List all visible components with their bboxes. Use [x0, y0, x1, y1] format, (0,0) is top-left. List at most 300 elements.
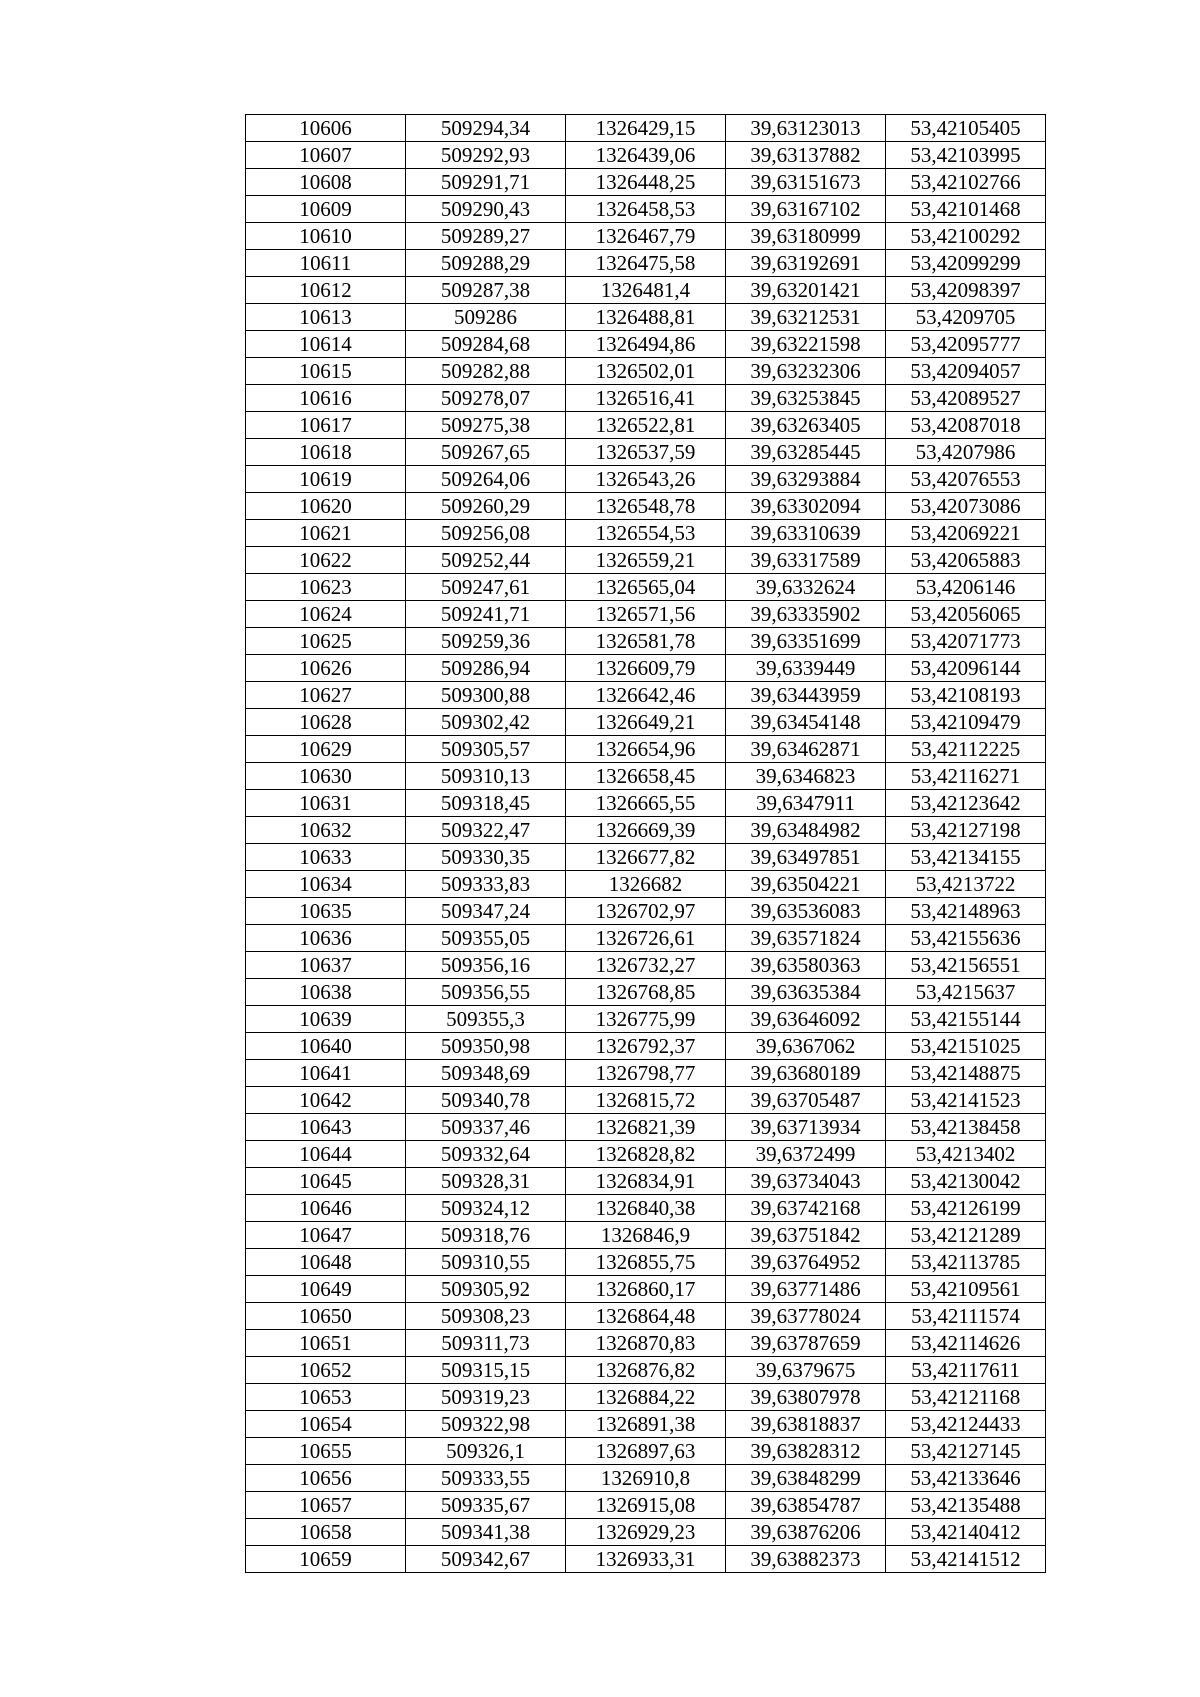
- point-number-cell: 10608: [246, 169, 406, 196]
- table-row: [246, 682, 1046, 709]
- y-coordinate-cell: 1326910,8: [566, 1465, 726, 1492]
- latitude-cell: 53,42148875: [886, 1060, 1046, 1087]
- latitude-cell: 53,42135488: [886, 1492, 1046, 1519]
- latitude-cell: 53,42138458: [886, 1114, 1046, 1141]
- point-number-cell: 10617: [246, 412, 406, 439]
- longitude-cell: 39,63335902: [726, 601, 886, 628]
- longitude-cell: 39,63232306: [726, 358, 886, 385]
- point-number-cell: 10607: [246, 142, 406, 169]
- x-coordinate-cell: 509348,69: [406, 1060, 566, 1087]
- x-coordinate-cell: 509355,05: [406, 925, 566, 952]
- y-coordinate-cell: 1326467,79: [566, 223, 726, 250]
- point-number-cell: 10656: [246, 1465, 406, 1492]
- point-number-cell: 10634: [246, 871, 406, 898]
- y-coordinate-cell: 1326581,78: [566, 628, 726, 655]
- latitude-cell: 53,42127145: [886, 1438, 1046, 1465]
- longitude-cell: 39,63221598: [726, 331, 886, 358]
- y-coordinate-cell: 1326665,55: [566, 790, 726, 817]
- latitude-cell: 53,42073086: [886, 493, 1046, 520]
- table-row: [246, 331, 1046, 358]
- table-row: [246, 736, 1046, 763]
- point-number-cell: 10628: [246, 709, 406, 736]
- longitude-cell: 39,6372499: [726, 1141, 886, 1168]
- latitude-cell: 53,42065883: [886, 547, 1046, 574]
- latitude-cell: 53,42100292: [886, 223, 1046, 250]
- y-coordinate-cell: 1326488,81: [566, 304, 726, 331]
- latitude-cell: 53,4206146: [886, 574, 1046, 601]
- longitude-cell: 39,63443959: [726, 682, 886, 709]
- latitude-cell: 53,42126199: [886, 1195, 1046, 1222]
- x-coordinate-cell: 509241,71: [406, 601, 566, 628]
- latitude-cell: 53,42102766: [886, 169, 1046, 196]
- x-coordinate-cell: 509333,55: [406, 1465, 566, 1492]
- x-coordinate-cell: 509247,61: [406, 574, 566, 601]
- x-coordinate-cell: 509337,46: [406, 1114, 566, 1141]
- table-row: [246, 871, 1046, 898]
- point-number-cell: 10620: [246, 493, 406, 520]
- longitude-cell: 39,63484982: [726, 817, 886, 844]
- table-row: [246, 412, 1046, 439]
- table-row: [246, 1249, 1046, 1276]
- x-coordinate-cell: 509347,24: [406, 898, 566, 925]
- table-row: [246, 1546, 1046, 1573]
- y-coordinate-cell: 1326429,15: [566, 115, 726, 142]
- table-row: [246, 898, 1046, 925]
- x-coordinate-cell: 509264,06: [406, 466, 566, 493]
- y-coordinate-cell: 1326658,45: [566, 763, 726, 790]
- point-number-cell: 10610: [246, 223, 406, 250]
- y-coordinate-cell: 1326537,59: [566, 439, 726, 466]
- longitude-cell: 39,63137882: [726, 142, 886, 169]
- x-coordinate-cell: 509292,93: [406, 142, 566, 169]
- x-coordinate-cell: 509324,12: [406, 1195, 566, 1222]
- point-number-cell: 10631: [246, 790, 406, 817]
- x-coordinate-cell: 509326,1: [406, 1438, 566, 1465]
- table-row: [246, 925, 1046, 952]
- y-coordinate-cell: 1326840,38: [566, 1195, 726, 1222]
- point-number-cell: 10616: [246, 385, 406, 412]
- latitude-cell: 53,42096144: [886, 655, 1046, 682]
- table-row: [246, 520, 1046, 547]
- x-coordinate-cell: 509341,38: [406, 1519, 566, 1546]
- x-coordinate-cell: 509284,68: [406, 331, 566, 358]
- y-coordinate-cell: 1326933,31: [566, 1546, 726, 1573]
- latitude-cell: 53,42105405: [886, 115, 1046, 142]
- point-number-cell: 10648: [246, 1249, 406, 1276]
- point-number-cell: 10618: [246, 439, 406, 466]
- longitude-cell: 39,63742168: [726, 1195, 886, 1222]
- y-coordinate-cell: 1326448,25: [566, 169, 726, 196]
- point-number-cell: 10639: [246, 1006, 406, 1033]
- y-coordinate-cell: 1326494,86: [566, 331, 726, 358]
- point-number-cell: 10619: [246, 466, 406, 493]
- table-row: [246, 115, 1046, 142]
- point-number-cell: 10609: [246, 196, 406, 223]
- latitude-cell: 53,42148963: [886, 898, 1046, 925]
- x-coordinate-cell: 509294,34: [406, 115, 566, 142]
- x-coordinate-cell: 509356,16: [406, 952, 566, 979]
- longitude-cell: 39,63212531: [726, 304, 886, 331]
- longitude-cell: 39,63302094: [726, 493, 886, 520]
- y-coordinate-cell: 1326458,53: [566, 196, 726, 223]
- y-coordinate-cell: 1326929,23: [566, 1519, 726, 1546]
- longitude-cell: 39,63454148: [726, 709, 886, 736]
- latitude-cell: 53,4213722: [886, 871, 1046, 898]
- latitude-cell: 53,42155636: [886, 925, 1046, 952]
- point-number-cell: 10626: [246, 655, 406, 682]
- y-coordinate-cell: 1326516,41: [566, 385, 726, 412]
- x-coordinate-cell: 509302,42: [406, 709, 566, 736]
- x-coordinate-cell: 509289,27: [406, 223, 566, 250]
- point-number-cell: 10637: [246, 952, 406, 979]
- y-coordinate-cell: 1326792,37: [566, 1033, 726, 1060]
- point-number-cell: 10652: [246, 1357, 406, 1384]
- table-row: [246, 628, 1046, 655]
- latitude-cell: 53,42134155: [886, 844, 1046, 871]
- latitude-cell: 53,42112225: [886, 736, 1046, 763]
- longitude-cell: 39,63123013: [726, 115, 886, 142]
- table-row: [246, 1195, 1046, 1222]
- longitude-cell: 39,63828312: [726, 1438, 886, 1465]
- point-number-cell: 10650: [246, 1303, 406, 1330]
- table-row: [246, 304, 1046, 331]
- y-coordinate-cell: 1326775,99: [566, 1006, 726, 1033]
- latitude-cell: 53,4213402: [886, 1141, 1046, 1168]
- table-row: [246, 142, 1046, 169]
- point-number-cell: 10651: [246, 1330, 406, 1357]
- table-row: [246, 358, 1046, 385]
- x-coordinate-cell: 509259,36: [406, 628, 566, 655]
- latitude-cell: 53,42127198: [886, 817, 1046, 844]
- longitude-cell: 39,6379675: [726, 1357, 886, 1384]
- latitude-cell: 53,42071773: [886, 628, 1046, 655]
- latitude-cell: 53,42109479: [886, 709, 1046, 736]
- point-number-cell: 10612: [246, 277, 406, 304]
- point-number-cell: 10644: [246, 1141, 406, 1168]
- y-coordinate-cell: 1326548,78: [566, 493, 726, 520]
- latitude-cell: 53,42130042: [886, 1168, 1046, 1195]
- table-row: [246, 1330, 1046, 1357]
- longitude-cell: 39,63192691: [726, 250, 886, 277]
- table-row: [246, 1033, 1046, 1060]
- latitude-cell: 53,42103995: [886, 142, 1046, 169]
- coordinates-table: [245, 114, 1046, 1573]
- longitude-cell: 39,63462871: [726, 736, 886, 763]
- y-coordinate-cell: 1326726,61: [566, 925, 726, 952]
- table-row: [246, 574, 1046, 601]
- point-number-cell: 10649: [246, 1276, 406, 1303]
- y-coordinate-cell: 1326502,01: [566, 358, 726, 385]
- longitude-cell: 39,63310639: [726, 520, 886, 547]
- latitude-cell: 53,42056065: [886, 601, 1046, 628]
- x-coordinate-cell: 509333,83: [406, 871, 566, 898]
- coordinates-table-body: [246, 115, 1046, 1573]
- table-row: [246, 1492, 1046, 1519]
- x-coordinate-cell: 509282,88: [406, 358, 566, 385]
- point-number-cell: 10632: [246, 817, 406, 844]
- x-coordinate-cell: 509290,43: [406, 196, 566, 223]
- table-row: [246, 277, 1046, 304]
- point-number-cell: 10621: [246, 520, 406, 547]
- point-number-cell: 10630: [246, 763, 406, 790]
- longitude-cell: 39,63705487: [726, 1087, 886, 1114]
- latitude-cell: 53,42113785: [886, 1249, 1046, 1276]
- y-coordinate-cell: 1326654,96: [566, 736, 726, 763]
- longitude-cell: 39,63317589: [726, 547, 886, 574]
- latitude-cell: 53,42109561: [886, 1276, 1046, 1303]
- table-row: [246, 1141, 1046, 1168]
- table-row: [246, 952, 1046, 979]
- longitude-cell: 39,63351699: [726, 628, 886, 655]
- x-coordinate-cell: 509328,31: [406, 1168, 566, 1195]
- longitude-cell: 39,63680189: [726, 1060, 886, 1087]
- x-coordinate-cell: 509335,67: [406, 1492, 566, 1519]
- latitude-cell: 53,42141512: [886, 1546, 1046, 1573]
- x-coordinate-cell: 509252,44: [406, 547, 566, 574]
- y-coordinate-cell: 1326864,48: [566, 1303, 726, 1330]
- point-number-cell: 10643: [246, 1114, 406, 1141]
- table-row: [246, 709, 1046, 736]
- point-number-cell: 10646: [246, 1195, 406, 1222]
- table-row: [246, 763, 1046, 790]
- longitude-cell: 39,63751842: [726, 1222, 886, 1249]
- table-row: [246, 1006, 1046, 1033]
- table-row: [246, 169, 1046, 196]
- longitude-cell: 39,63876206: [726, 1519, 886, 1546]
- point-number-cell: 10623: [246, 574, 406, 601]
- table-row: [246, 439, 1046, 466]
- table-row: [246, 979, 1046, 1006]
- y-coordinate-cell: 1326876,82: [566, 1357, 726, 1384]
- latitude-cell: 53,42089527: [886, 385, 1046, 412]
- latitude-cell: 53,4215637: [886, 979, 1046, 1006]
- y-coordinate-cell: 1326682: [566, 871, 726, 898]
- latitude-cell: 53,42141523: [886, 1087, 1046, 1114]
- table-row: [246, 1087, 1046, 1114]
- table-row: [246, 1519, 1046, 1546]
- x-coordinate-cell: 509332,64: [406, 1141, 566, 1168]
- y-coordinate-cell: 1326702,97: [566, 898, 726, 925]
- point-number-cell: 10641: [246, 1060, 406, 1087]
- longitude-cell: 39,63807978: [726, 1384, 886, 1411]
- longitude-cell: 39,63201421: [726, 277, 886, 304]
- point-number-cell: 10622: [246, 547, 406, 574]
- x-coordinate-cell: 509260,29: [406, 493, 566, 520]
- longitude-cell: 39,63635384: [726, 979, 886, 1006]
- table-row: [246, 817, 1046, 844]
- point-number-cell: 10606: [246, 115, 406, 142]
- x-coordinate-cell: 509300,88: [406, 682, 566, 709]
- x-coordinate-cell: 509310,55: [406, 1249, 566, 1276]
- longitude-cell: 39,6367062: [726, 1033, 886, 1060]
- y-coordinate-cell: 1326915,08: [566, 1492, 726, 1519]
- y-coordinate-cell: 1326798,77: [566, 1060, 726, 1087]
- longitude-cell: 39,63571824: [726, 925, 886, 952]
- table-row: [246, 1411, 1046, 1438]
- y-coordinate-cell: 1326846,9: [566, 1222, 726, 1249]
- y-coordinate-cell: 1326768,85: [566, 979, 726, 1006]
- x-coordinate-cell: 509256,08: [406, 520, 566, 547]
- y-coordinate-cell: 1326821,39: [566, 1114, 726, 1141]
- y-coordinate-cell: 1326815,72: [566, 1087, 726, 1114]
- latitude-cell: 53,42069221: [886, 520, 1046, 547]
- y-coordinate-cell: 1326543,26: [566, 466, 726, 493]
- table-row: [246, 1438, 1046, 1465]
- table-row: [246, 1114, 1046, 1141]
- longitude-cell: 39,63764952: [726, 1249, 886, 1276]
- point-number-cell: 10629: [246, 736, 406, 763]
- point-number-cell: 10645: [246, 1168, 406, 1195]
- table-row: [246, 1060, 1046, 1087]
- longitude-cell: 39,63504221: [726, 871, 886, 898]
- longitude-cell: 39,63778024: [726, 1303, 886, 1330]
- latitude-cell: 53,42111574: [886, 1303, 1046, 1330]
- x-coordinate-cell: 509340,78: [406, 1087, 566, 1114]
- x-coordinate-cell: 509286,94: [406, 655, 566, 682]
- longitude-cell: 39,63646092: [726, 1006, 886, 1033]
- longitude-cell: 39,63854787: [726, 1492, 886, 1519]
- y-coordinate-cell: 1326884,22: [566, 1384, 726, 1411]
- point-number-cell: 10658: [246, 1519, 406, 1546]
- x-coordinate-cell: 509278,07: [406, 385, 566, 412]
- y-coordinate-cell: 1326891,38: [566, 1411, 726, 1438]
- x-coordinate-cell: 509310,13: [406, 763, 566, 790]
- point-number-cell: 10642: [246, 1087, 406, 1114]
- longitude-cell: 39,6332624: [726, 574, 886, 601]
- table-row: [246, 250, 1046, 277]
- longitude-cell: 39,6339449: [726, 655, 886, 682]
- point-number-cell: 10636: [246, 925, 406, 952]
- y-coordinate-cell: 1326860,17: [566, 1276, 726, 1303]
- table-row: [246, 1357, 1046, 1384]
- point-number-cell: 10614: [246, 331, 406, 358]
- y-coordinate-cell: 1326897,63: [566, 1438, 726, 1465]
- longitude-cell: 39,63536083: [726, 898, 886, 925]
- table-row: [246, 493, 1046, 520]
- table-row: [246, 1384, 1046, 1411]
- y-coordinate-cell: 1326554,53: [566, 520, 726, 547]
- longitude-cell: 39,63293884: [726, 466, 886, 493]
- latitude-cell: 53,42151025: [886, 1033, 1046, 1060]
- y-coordinate-cell: 1326481,4: [566, 277, 726, 304]
- x-coordinate-cell: 509287,38: [406, 277, 566, 304]
- latitude-cell: 53,42155144: [886, 1006, 1046, 1033]
- point-number-cell: 10654: [246, 1411, 406, 1438]
- longitude-cell: 39,63818837: [726, 1411, 886, 1438]
- x-coordinate-cell: 509275,38: [406, 412, 566, 439]
- longitude-cell: 39,63151673: [726, 169, 886, 196]
- x-coordinate-cell: 509319,23: [406, 1384, 566, 1411]
- longitude-cell: 39,63167102: [726, 196, 886, 223]
- point-number-cell: 10647: [246, 1222, 406, 1249]
- point-number-cell: 10657: [246, 1492, 406, 1519]
- point-number-cell: 10635: [246, 898, 406, 925]
- latitude-cell: 53,42140412: [886, 1519, 1046, 1546]
- x-coordinate-cell: 509322,47: [406, 817, 566, 844]
- longitude-cell: 39,63497851: [726, 844, 886, 871]
- y-coordinate-cell: 1326669,39: [566, 817, 726, 844]
- x-coordinate-cell: 509311,73: [406, 1330, 566, 1357]
- table-row: [246, 1222, 1046, 1249]
- y-coordinate-cell: 1326642,46: [566, 682, 726, 709]
- latitude-cell: 53,42156551: [886, 952, 1046, 979]
- y-coordinate-cell: 1326732,27: [566, 952, 726, 979]
- y-coordinate-cell: 1326571,56: [566, 601, 726, 628]
- latitude-cell: 53,42095777: [886, 331, 1046, 358]
- longitude-cell: 39,63882373: [726, 1546, 886, 1573]
- longitude-cell: 39,63848299: [726, 1465, 886, 1492]
- x-coordinate-cell: 509342,67: [406, 1546, 566, 1573]
- point-number-cell: 10611: [246, 250, 406, 277]
- table-row: [246, 196, 1046, 223]
- point-number-cell: 10640: [246, 1033, 406, 1060]
- y-coordinate-cell: 1326870,83: [566, 1330, 726, 1357]
- point-number-cell: 10615: [246, 358, 406, 385]
- point-number-cell: 10625: [246, 628, 406, 655]
- table-row: [246, 1465, 1046, 1492]
- x-coordinate-cell: 509286: [406, 304, 566, 331]
- longitude-cell: 39,63580363: [726, 952, 886, 979]
- table-row: [246, 1303, 1046, 1330]
- point-number-cell: 10613: [246, 304, 406, 331]
- point-number-cell: 10624: [246, 601, 406, 628]
- point-number-cell: 10659: [246, 1546, 406, 1573]
- x-coordinate-cell: 509318,76: [406, 1222, 566, 1249]
- longitude-cell: 39,63771486: [726, 1276, 886, 1303]
- latitude-cell: 53,42116271: [886, 763, 1046, 790]
- x-coordinate-cell: 509305,57: [406, 736, 566, 763]
- x-coordinate-cell: 509315,15: [406, 1357, 566, 1384]
- table-row: [246, 1276, 1046, 1303]
- latitude-cell: 53,42121289: [886, 1222, 1046, 1249]
- latitude-cell: 53,4209705: [886, 304, 1046, 331]
- point-number-cell: 10655: [246, 1438, 406, 1465]
- x-coordinate-cell: 509308,23: [406, 1303, 566, 1330]
- x-coordinate-cell: 509291,71: [406, 169, 566, 196]
- x-coordinate-cell: 509330,35: [406, 844, 566, 871]
- y-coordinate-cell: 1326834,91: [566, 1168, 726, 1195]
- x-coordinate-cell: 509318,45: [406, 790, 566, 817]
- y-coordinate-cell: 1326565,04: [566, 574, 726, 601]
- longitude-cell: 39,6347911: [726, 790, 886, 817]
- table-row: [246, 601, 1046, 628]
- x-coordinate-cell: 509322,98: [406, 1411, 566, 1438]
- longitude-cell: 39,63787659: [726, 1330, 886, 1357]
- table-row: [246, 466, 1046, 493]
- latitude-cell: 53,42123642: [886, 790, 1046, 817]
- x-coordinate-cell: 509350,98: [406, 1033, 566, 1060]
- y-coordinate-cell: 1326649,21: [566, 709, 726, 736]
- point-number-cell: 10627: [246, 682, 406, 709]
- latitude-cell: 53,42117611: [886, 1357, 1046, 1384]
- longitude-cell: 39,63713934: [726, 1114, 886, 1141]
- latitude-cell: 53,42094057: [886, 358, 1046, 385]
- table-row: [246, 844, 1046, 871]
- longitude-cell: 39,63253845: [726, 385, 886, 412]
- latitude-cell: 53,4207986: [886, 439, 1046, 466]
- latitude-cell: 53,42114626: [886, 1330, 1046, 1357]
- point-number-cell: 10653: [246, 1384, 406, 1411]
- longitude-cell: 39,63734043: [726, 1168, 886, 1195]
- latitude-cell: 53,42101468: [886, 196, 1046, 223]
- latitude-cell: 53,42087018: [886, 412, 1046, 439]
- y-coordinate-cell: 1326855,75: [566, 1249, 726, 1276]
- latitude-cell: 53,42076553: [886, 466, 1046, 493]
- x-coordinate-cell: 509267,65: [406, 439, 566, 466]
- y-coordinate-cell: 1326475,58: [566, 250, 726, 277]
- longitude-cell: 39,63180999: [726, 223, 886, 250]
- longitude-cell: 39,63285445: [726, 439, 886, 466]
